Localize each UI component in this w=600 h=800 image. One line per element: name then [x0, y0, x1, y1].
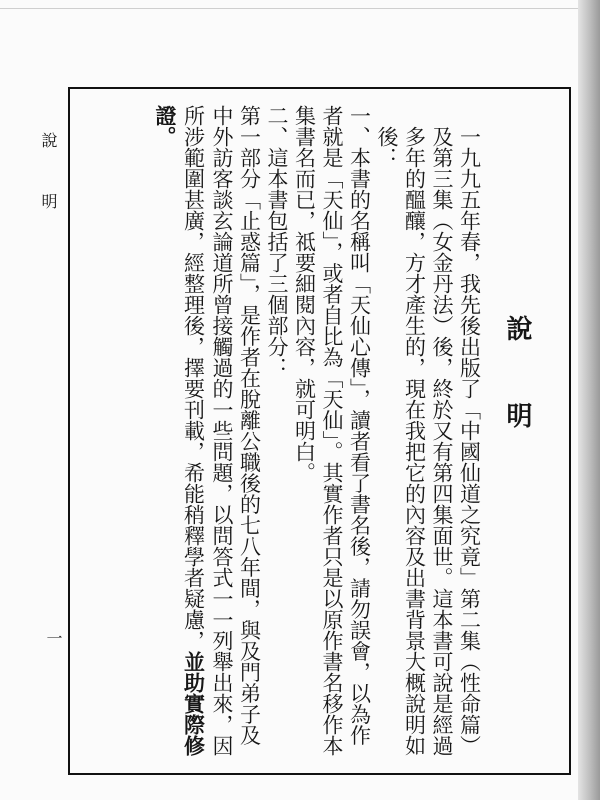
paragraph-intro: 一九九五年春，我先後出版了「中國仙道之究竟」第二集（性命篇）及第三集（女金丹法）後，終於又有第四集面世。這本書可說是經過多年的醞釀，方才產生的，現在我把它的內容及出書背景大概說明如後：: [375, 126, 482, 756]
paragraph-part-one-text: 第一部分「止惑篇」，是作者在脫離公職後的七八年間，與及門弟子及中外訪客談玄論道所曾接觸過的一些問題，以問答式一一列舉出來，因所涉範圍甚廣，經整理後，擇要刊載，希能稍釋學者: [181, 105, 262, 756]
page-title: 說 明: [502, 315, 532, 455]
margin-section-label: 說 明: [39, 132, 58, 230]
body-text: [100, 105, 530, 765]
paragraph-item-two: 二、這本書包括了三個部分：: [265, 105, 289, 378]
paragraph-item-one: 一、本書的名稱叫「天仙心傳」，讀者看了書名後，請勿誤會，以為作者就是「天仙」，或者自比為「天仙」。其實作者只是以原作書名移作本集書名而已，祗要細閱內容，就可明白。: [292, 105, 372, 756]
paragraph-tail-plain: 疑慮，: [181, 588, 206, 651]
page-binding-shadow: [578, 0, 600, 800]
page-number: 一: [44, 630, 63, 646]
scan-edge-line: [0, 8, 600, 9]
paragraph-tail-bold: 並助實際修證。: [153, 105, 207, 756]
paragraph-part-one: [151, 105, 263, 765]
